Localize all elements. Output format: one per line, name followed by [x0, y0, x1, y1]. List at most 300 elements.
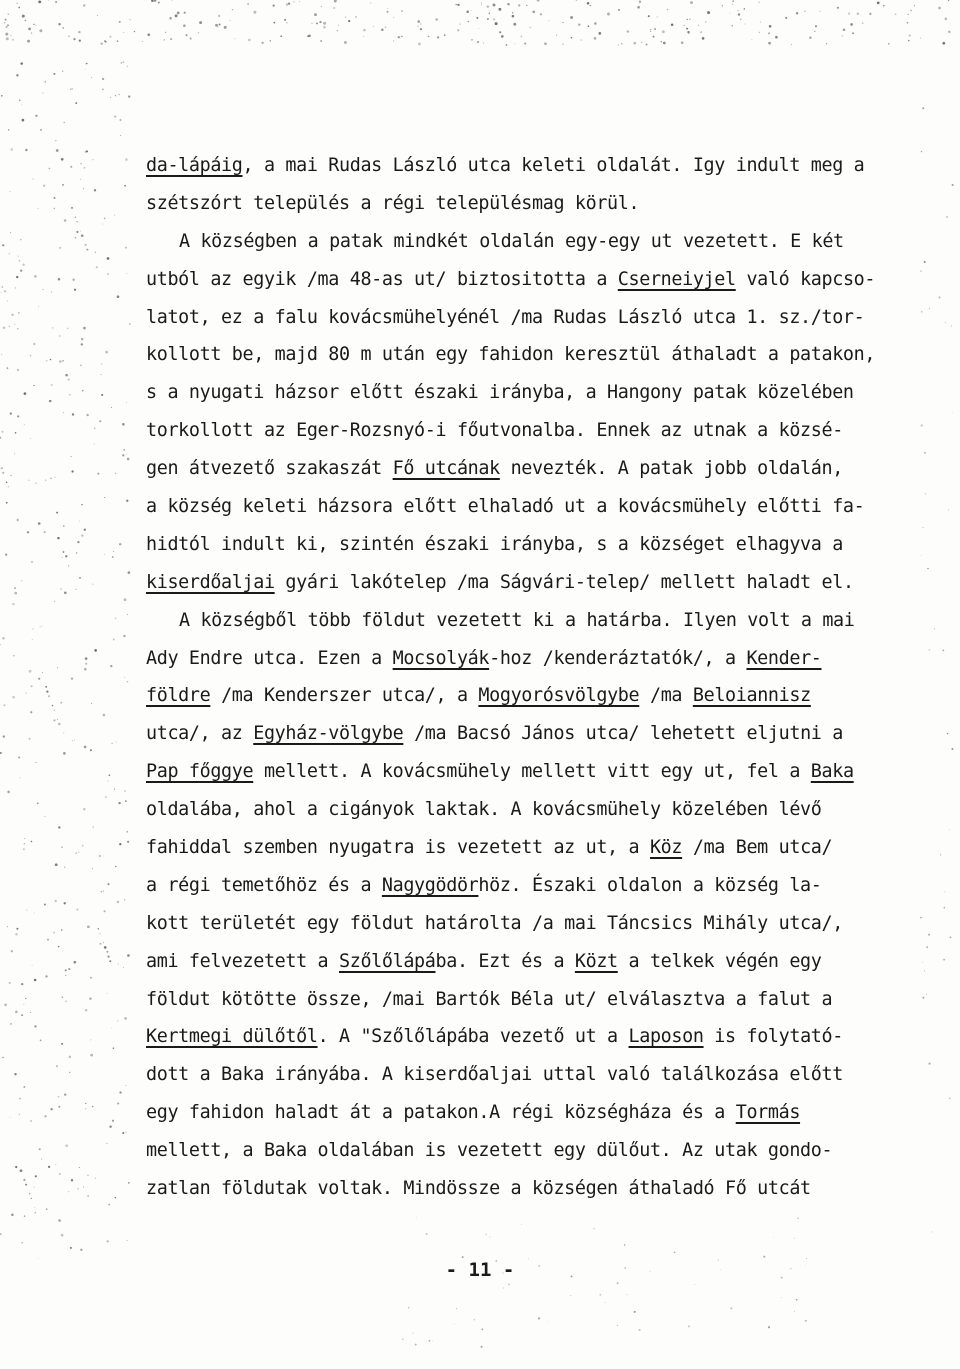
scan-speck [92, 1106, 94, 1108]
text-run: gen átvezető szakaszát [146, 458, 393, 480]
scan-speck [688, 1325, 690, 1327]
scan-speck [751, 39, 752, 40]
scan-speck [86, 63, 87, 64]
scan-speck [15, 287, 16, 288]
scan-speck [58, 1219, 61, 1222]
scan-speck [418, 26, 419, 27]
scan-speck [21, 983, 23, 985]
scan-speck [9, 326, 10, 327]
scan-speck [25, 692, 26, 693]
scan-speck [100, 42, 102, 44]
scan-speck [581, 39, 582, 40]
scan-speck [79, 1167, 80, 1168]
scan-speck [76, 909, 78, 911]
scan-speck [68, 36, 69, 37]
scan-speck [169, 17, 172, 20]
scan-speck [387, 8, 388, 9]
scan-speck [55, 1, 57, 3]
scan-speck [108, 780, 109, 781]
scan-speck [76, 231, 78, 233]
scan-speck [593, 1228, 594, 1229]
scan-speck [44, 904, 46, 906]
scan-speck [46, 690, 48, 692]
scan-speck [147, 33, 150, 36]
underlined-place-name: Laposon [628, 1026, 704, 1048]
scan-speck [94, 427, 95, 428]
scan-speck [134, 31, 135, 32]
scan-speck [8, 486, 9, 487]
scan-speck [57, 667, 58, 668]
scan-speck [26, 910, 27, 911]
scan-speck [14, 453, 15, 454]
scan-speck [477, 41, 479, 43]
scan-speck [946, 216, 948, 218]
text-run: s a nyugati házsor előtt északi irányba, a Hangony patak közelében [146, 382, 854, 404]
scan-speck [70, 89, 71, 90]
scan-speck [55, 140, 56, 141]
text-line [146, 791, 936, 829]
scan-speck [75, 237, 77, 239]
scan-speck [189, 37, 191, 39]
scan-speck [90, 1039, 91, 1040]
scan-speck [73, 38, 75, 40]
scan-speck [12, 696, 15, 699]
text-run: is folytató- [703, 1026, 843, 1048]
scan-speck [951, 325, 953, 327]
scan-speck [117, 1103, 119, 1105]
scan-speck [16, 928, 18, 930]
scan-speck [55, 1164, 56, 1165]
scan-speck [34, 1025, 36, 1027]
scan-speck [544, 42, 547, 45]
scan-speck [857, 12, 859, 14]
scan-speck [705, 21, 706, 22]
scan-speck [493, 18, 495, 20]
scan-speck [952, 412, 953, 413]
scan-speck [763, 1256, 765, 1258]
scan-speck [30, 355, 32, 357]
scan-speck [489, 1236, 490, 1237]
scan-speck [507, 3, 509, 5]
scan-speck [457, 29, 459, 31]
scan-speck [49, 400, 51, 402]
scan-speck [104, 217, 106, 219]
scan-speck [59, 360, 61, 362]
scan-speck [530, 27, 532, 29]
scan-speck [39, 29, 42, 32]
scan-speck [62, 996, 63, 997]
scan-speck [944, 907, 945, 908]
scan-speck [83, 4, 85, 6]
scan-speck [107, 993, 108, 994]
scan-speck [51, 400, 52, 401]
text-run: /ma Bacsó János utca/ lehetett eljutni a [403, 723, 843, 745]
scan-speck [639, 1329, 641, 1331]
scan-speck [122, 454, 124, 456]
scan-speck [722, 5, 723, 6]
scan-speck [773, 1237, 774, 1238]
scan-speck [33, 24, 35, 26]
scan-speck [52, 327, 54, 329]
scan-speck [7, 24, 9, 26]
scan-speck [31, 841, 33, 843]
scan-speck [590, 5, 591, 6]
scan-speck [28, 738, 30, 740]
scan-speck [101, 363, 102, 364]
scan-speck [570, 16, 573, 19]
scan-speck [732, 25, 733, 26]
scan-speck [85, 1103, 86, 1104]
scan-speck [624, 1244, 626, 1246]
scan-speck [234, 38, 235, 39]
scan-speck [85, 244, 87, 246]
scan-speck [34, 1212, 36, 1214]
scan-speck [113, 639, 115, 641]
scan-speck [35, 25, 36, 26]
scan-speck [20, 269, 23, 272]
scan-speck [81, 504, 82, 505]
scan-speck [45, 480, 46, 481]
scan-speck [127, 614, 128, 615]
scan-speck [50, 478, 51, 479]
scan-speck [199, 21, 202, 24]
scan-speck [68, 968, 70, 970]
scan-speck [106, 951, 108, 953]
scan-speck [127, 66, 128, 67]
scan-speck [284, 19, 286, 21]
scan-speck [76, 221, 77, 222]
scan-speck [38, 678, 40, 680]
scan-speck [91, 703, 92, 704]
scan-speck [103, 891, 104, 892]
scan-speck [370, 3, 371, 4]
scan-speck [498, 8, 501, 11]
scan-speck [402, 1338, 404, 1340]
scan-speck [53, 73, 55, 75]
scan-speck [90, 749, 92, 751]
scan-speck [796, 1299, 798, 1301]
scan-speck [951, 748, 953, 750]
scan-speck [0, 292, 1, 293]
scan-speck [24, 392, 27, 395]
scan-speck [69, 1056, 71, 1058]
scan-speck [31, 685, 33, 687]
scan-speck [117, 295, 120, 298]
scan-speck [621, 43, 623, 45]
scan-speck [54, 601, 56, 603]
scan-speck [21, 1242, 23, 1244]
scan-speck [232, 9, 233, 10]
scan-speck [852, 32, 854, 34]
scan-speck [70, 1247, 72, 1249]
text-run: földut kötötte össze, /mai Bartók Béla ut/ elválasztva a falut a [146, 988, 833, 1010]
scan-speck [84, 529, 86, 531]
scan-speck [80, 163, 82, 165]
scan-speck [58, 23, 60, 25]
scan-speck [820, 11, 821, 12]
scan-speck [24, 1215, 25, 1216]
scan-speck [945, 322, 946, 323]
underlined-place-name: Kender- [746, 647, 822, 669]
scan-speck [768, 1326, 770, 1328]
text-run: nevezték. A patak jobb oldalán, [499, 458, 843, 480]
scan-speck [481, 1346, 483, 1348]
scan-speck [40, 1039, 42, 1041]
scan-speck [653, 36, 655, 38]
underlined-place-name: Baka [810, 761, 854, 783]
scan-speck [115, 95, 116, 96]
scan-speck [841, 35, 842, 36]
scan-speck [106, 1143, 107, 1144]
text-line [146, 147, 936, 185]
scan-speck [883, 5, 885, 7]
scan-speck [59, 1173, 61, 1175]
scan-speck [556, 35, 557, 36]
scan-speck [107, 883, 109, 885]
scan-speck [103, 942, 104, 943]
scan-speck [55, 900, 57, 902]
scan-speck [681, 41, 684, 44]
scan-speck [34, 1187, 35, 1188]
scan-speck [112, 1120, 114, 1122]
text-run: dott a Baka irányába. A kiserdőaljai uttal való találkozása előtt [146, 1064, 843, 1086]
underlined-place-name: Köz [649, 837, 683, 859]
scan-speck [29, 670, 32, 673]
scan-speck [694, 1284, 695, 1285]
scan-speck [0, 1233, 2, 1235]
scan-speck [70, 166, 72, 168]
underlined-place-name: Cserneiyjel [617, 268, 736, 290]
scan-speck [512, 12, 514, 14]
scan-speck [75, 216, 77, 218]
scan-speck [96, 266, 98, 268]
scan-speck [333, 7, 335, 9]
scan-speck [54, 197, 56, 199]
scan-speck [942, 649, 944, 651]
scan-speck [373, 26, 374, 27]
scan-speck [512, 15, 515, 18]
scan-speck [8, 14, 9, 15]
scan-speck [85, 1009, 87, 1011]
scan-speck [617, 1325, 618, 1326]
scan-speck [524, 43, 526, 45]
scan-speck [79, 577, 81, 579]
scan-speck [15, 933, 18, 936]
scan-speck [627, 30, 629, 32]
page-number: - 11 - [445, 1259, 515, 1281]
scan-speck [186, 34, 188, 36]
scan-speck [501, 35, 504, 38]
scan-speck [128, 571, 131, 574]
scan-speck [521, 1224, 522, 1225]
scan-speck [44, 816, 45, 817]
scan-speck [112, 556, 114, 558]
scan-speck [707, 11, 710, 14]
scan-speck [466, 10, 469, 13]
scan-speck [87, 1175, 88, 1176]
scan-speck [594, 37, 597, 40]
scan-speck [15, 1011, 18, 1014]
scan-speck [22, 119, 25, 122]
scan-speck [738, 13, 740, 15]
scan-speck [90, 977, 92, 979]
scan-speck [667, 9, 668, 10]
scan-speck [4, 1004, 7, 1007]
scan-speck [81, 338, 83, 340]
scan-speck [34, 275, 36, 277]
scan-speck [922, 107, 924, 109]
scan-speck [398, 36, 400, 38]
scan-speck [6, 37, 9, 40]
scan-speck [518, 4, 520, 6]
scan-speck [320, 40, 322, 42]
text-run: höz. Északi oldalon a község la- [478, 874, 822, 896]
scan-speck [700, 31, 702, 33]
scan-speck [548, 20, 549, 21]
scan-speck [101, 374, 102, 375]
scan-speck [119, 1091, 121, 1093]
scan-speck [587, 2, 590, 5]
text-line [146, 223, 936, 261]
scan-speck [25, 998, 26, 999]
scan-speck [27, 40, 30, 43]
scan-speck [91, 77, 92, 78]
scan-speck [38, 522, 41, 525]
scan-speck [654, 28, 656, 30]
scan-speck [314, 13, 317, 16]
scan-speck [123, 449, 125, 451]
scan-speck [101, 891, 102, 892]
scan-speck [114, 789, 115, 790]
text-run: latot, ez a falu kovácsmühelyénél /ma Rudas László utca 1. sz./tor- [146, 306, 865, 328]
scan-speck [1, 431, 3, 433]
scan-speck [4, 22, 5, 23]
scan-speck [618, 9, 620, 11]
scan-speck [337, 30, 338, 31]
scan-speck [22, 15, 25, 18]
scan-speck [307, 35, 309, 37]
scan-speck [38, 306, 39, 307]
scan-speck [299, 1, 300, 2]
scan-speck [61, 846, 63, 848]
text-run: zatlan földutak voltak. Mindössze a községen áthaladó Fő utcát [146, 1178, 811, 1200]
scan-speck [119, 21, 121, 23]
scan-speck [127, 681, 129, 683]
scan-speck [437, 37, 438, 38]
scan-speck [11, 1214, 14, 1217]
scan-speck [931, 1231, 932, 1232]
scan-speck [48, 695, 50, 697]
scan-speck [471, 10, 472, 11]
scan-speck [124, 677, 125, 678]
scan-speck [1, 354, 2, 355]
text-line [146, 299, 936, 337]
text-run: oldalába, ahol a cigányok laktak. A kovácsmühely közelében lévő [146, 799, 822, 821]
text-run: szétszórt település a régi településmag körül. [146, 192, 640, 214]
scan-speck [30, 1120, 32, 1122]
scan-speck [562, 44, 563, 45]
scan-speck [732, 4, 733, 5]
scan-speck [950, 936, 952, 938]
text-run: gyári lakótelep /ma Ságvári-telep/ mellett haladt el. [274, 571, 854, 593]
scan-speck [687, 31, 689, 33]
scan-speck [83, 327, 86, 330]
text-line [146, 677, 936, 715]
scan-speck [114, 116, 116, 118]
scan-speck [87, 925, 90, 928]
scan-speck [944, 891, 945, 892]
scan-speck [109, 36, 111, 38]
scan-speck [334, 0, 337, 2]
scan-speck [127, 841, 129, 843]
scan-speck [77, 541, 79, 543]
scan-speck [759, 32, 760, 33]
scan-speck [848, 13, 850, 15]
scan-speck [83, 808, 85, 810]
scan-speck [5, 33, 8, 36]
scan-speck [437, 36, 439, 38]
scan-speck [117, 1020, 118, 1021]
text-line [146, 336, 936, 374]
scan-speck [35, 115, 37, 117]
scan-speck [5, 19, 7, 21]
scan-speck [51, 384, 53, 386]
scan-speck [71, 456, 72, 457]
scan-speck [948, 31, 950, 33]
scan-speck [312, 23, 313, 24]
scan-speck [104, 497, 105, 498]
scan-speck [462, 1256, 464, 1258]
scan-speck [272, 4, 274, 6]
scan-speck [126, 454, 127, 455]
scan-speck [104, 554, 105, 555]
scan-speck [122, 1132, 124, 1134]
scan-speck [33, 629, 34, 630]
scan-speck [698, 25, 699, 26]
scan-speck [11, 475, 12, 476]
scan-speck [37, 802, 39, 804]
scan-speck [344, 41, 347, 44]
scan-speck [126, 273, 127, 274]
scan-speck [952, 184, 954, 186]
scan-speck [87, 1195, 88, 1196]
scan-speck [0, 752, 2, 754]
text-line [146, 564, 936, 602]
scan-speck [471, 39, 473, 41]
scan-speck [46, 360, 47, 361]
scan-speck [71, 1179, 73, 1181]
scan-speck [79, 40, 81, 42]
underlined-place-name: kiserdőaljai [146, 571, 275, 593]
scan-speck [33, 178, 34, 179]
scan-speck [12, 603, 14, 605]
scan-speck [126, 1240, 127, 1241]
underlined-place-name: Kertmegi dülőtől [146, 1026, 318, 1048]
text-run: Ady Endre utca. Ezen a [146, 647, 393, 669]
scan-speck [25, 1184, 27, 1186]
scan-speck [28, 28, 31, 31]
scan-speck [94, 649, 97, 652]
scan-speck [54, 208, 55, 209]
scan-speck [218, 15, 220, 17]
scan-speck [93, 159, 94, 160]
scan-speck [599, 1294, 601, 1296]
scan-speck [323, 22, 326, 25]
scan-speck [124, 598, 127, 601]
scan-speck [23, 848, 24, 849]
scan-speck [34, 1207, 35, 1208]
scan-speck [32, 639, 33, 640]
